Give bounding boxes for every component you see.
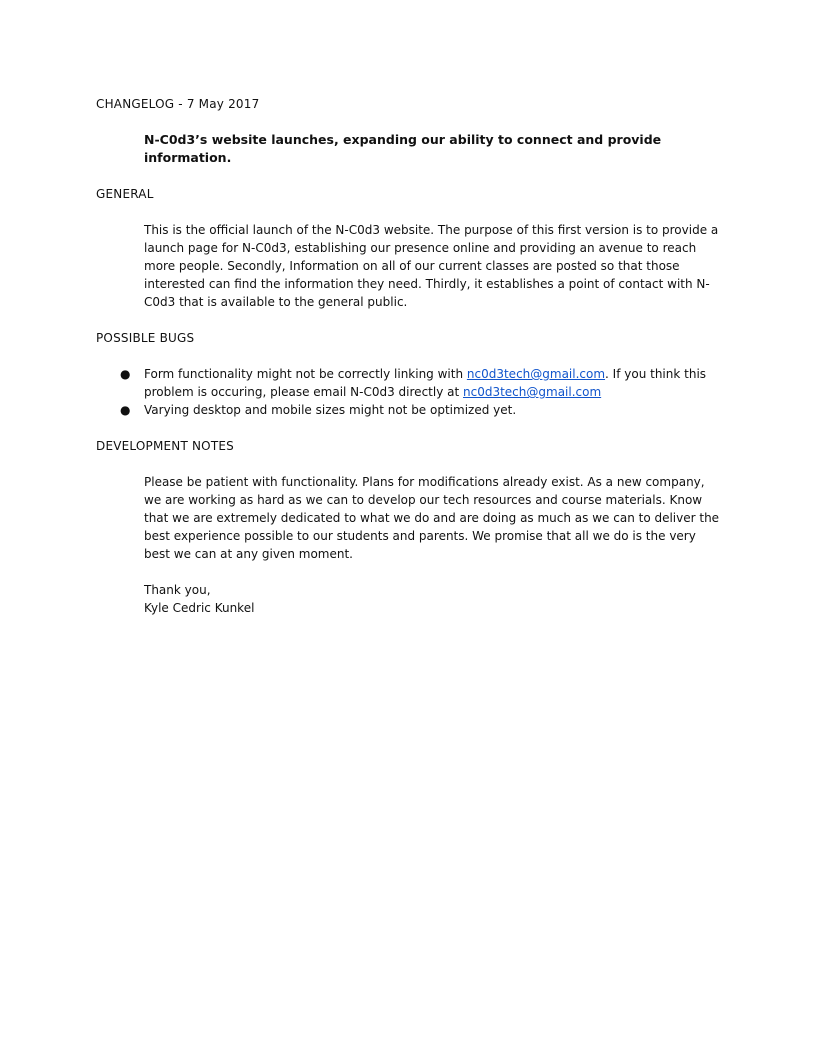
document-page — [96, 95, 722, 617]
signoff-closing: Thank you, — [144, 583, 211, 597]
email-link[interactable]: nc0d3tech@gmail.com — [466, 367, 606, 381]
bug-text: . If you think this problem is occuring, please email N-C0d3 directly at — [144, 367, 707, 399]
possible-bugs-section-title: POSSIBLE BUGS — [96, 331, 195, 345]
bullet-icon: ● — [120, 367, 131, 381]
bugs-list — [96, 365, 722, 419]
email-link[interactable]: nc0d3tech@gmail.com — [463, 385, 602, 399]
list-item — [96, 401, 722, 419]
bullet-icon: ● — [120, 403, 131, 417]
signoff-name: Kyle Cedric Kunkel — [144, 601, 255, 615]
development-notes-section-title: DEVELOPMENT NOTES — [96, 439, 234, 453]
bug-text: Form functionality might not be correctly linking with — [144, 367, 467, 381]
changelog-title: CHANGELOG - 7 May 2017 — [96, 97, 260, 111]
general-paragraph: This is the official launch of the N-C0d3 website. The purpose of this first version is to provide a launch page for N-C0d3, establishing our presence online and providing an avenue to reach more people. Secondly, Information on all of our current classes are posted so that those interested can find the information they need. Thirdly, it establishes a point of contact with N-C0d3 that is available to the general public. — [144, 223, 719, 309]
list-item — [96, 365, 722, 401]
bug-text: Varying desktop and mobile sizes might not be optimized yet. — [144, 403, 517, 417]
development-notes-paragraph: Please be patient with functionality. Plans for modifications already exist. As a new company, we are working as hard as we can to develop our tech resources and course materials. Know that we are extremely dedicated to what we do and are doing as much as we can to deliver the best experience possible to our students and parents. We promise that all we do is the very best we can at any given moment. — [144, 475, 720, 561]
signoff-block — [144, 581, 722, 617]
launch-tagline: N-C0d3’s website launches, expanding our ability to connect and provide information. — [144, 132, 662, 165]
general-section-title: GENERAL — [96, 187, 154, 201]
